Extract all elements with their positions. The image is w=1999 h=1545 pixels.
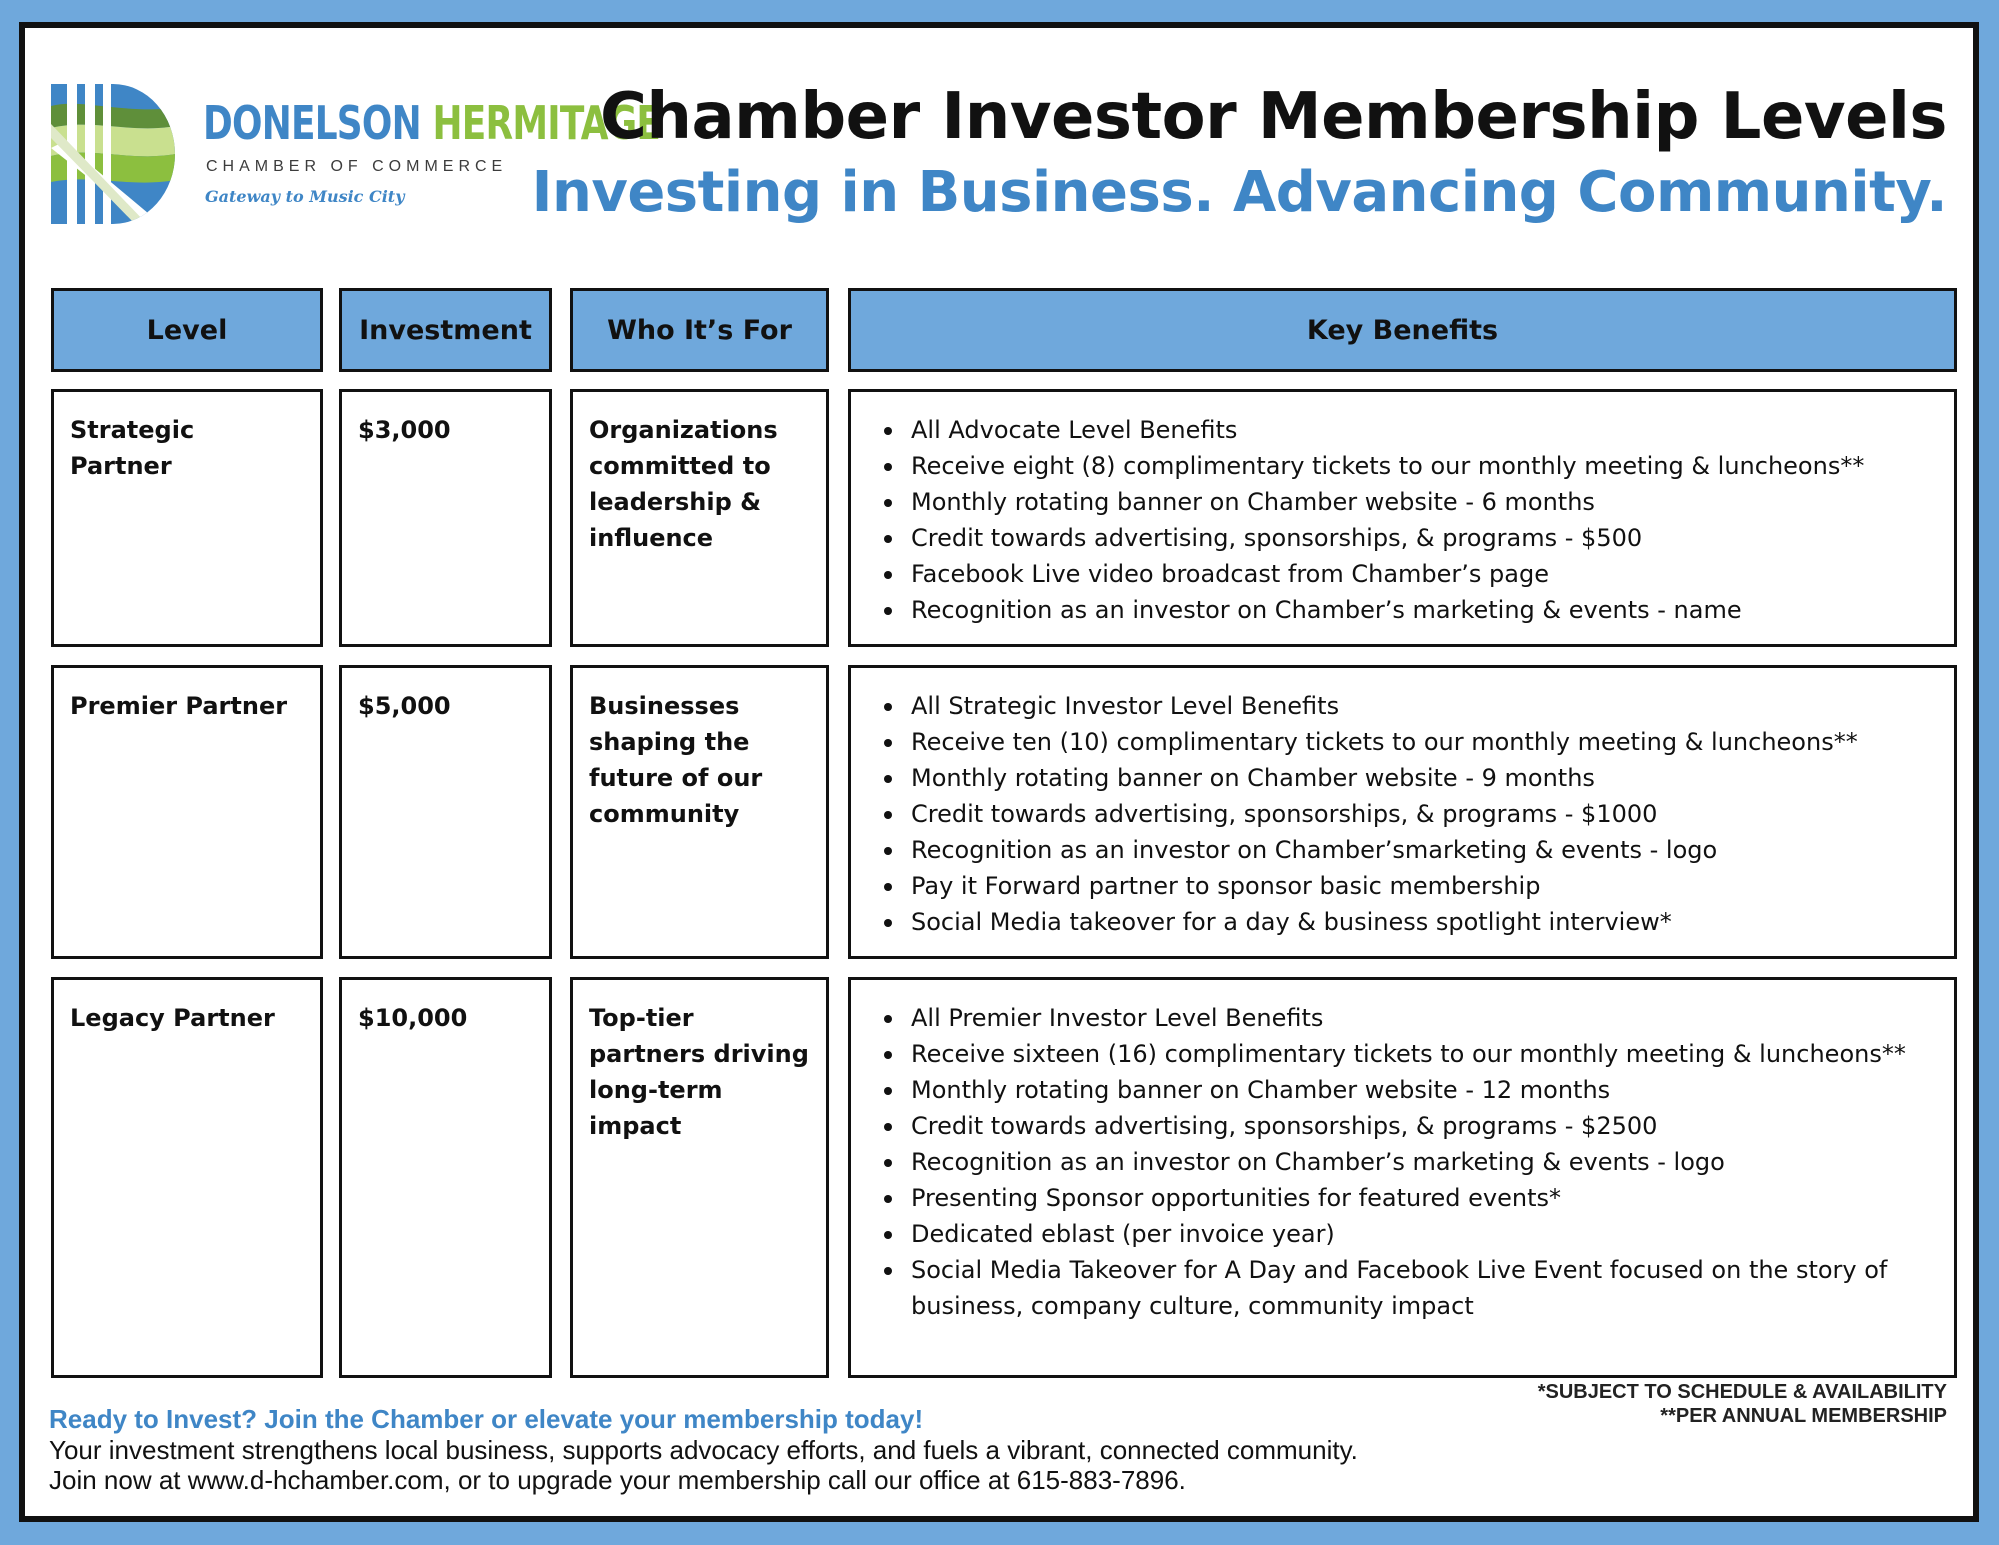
benefit-item: Credit towards advertising, sponsorships, & programs - $1000 (911, 796, 1938, 832)
level-name: Legacy Partner (70, 1004, 275, 1032)
benefit-item: Monthly rotating banner on Chamber website - 6 months (911, 484, 1938, 520)
benefits-cell (848, 977, 1957, 1378)
level-cell (51, 977, 323, 1378)
footer-contact-line: Join now at www.d-hchamber.com, or to upgrade your membership call our office at 615-883-7896. (49, 1465, 1186, 1495)
call-to-action: Ready to Invest? Join the Chamber or elevate your membership today! (49, 1404, 924, 1434)
footnotes (1538, 1380, 1947, 1428)
logo-wordmark (203, 96, 660, 150)
benefit-item: Monthly rotating banner on Chamber website - 9 months (911, 760, 1938, 796)
benefits-cell (848, 389, 1957, 647)
benefit-item: Social Media Takeover for A Day and Facebook Live Event focused on the story of business, company culture, community impact (911, 1252, 1938, 1324)
level-cell (51, 665, 323, 959)
benefit-item: All Advocate Level Benefits (911, 412, 1938, 448)
benefits-list (851, 668, 1954, 940)
who-cell (570, 389, 829, 647)
page-subtitle: Investing in Business. Advancing Community. (531, 160, 1947, 225)
logo-tagline: Gateway to Music City (205, 187, 405, 206)
benefits-cell (848, 665, 1957, 959)
footnote-annual: **PER ANNUAL MEMBERSHIP (1660, 1405, 1947, 1427)
chamber-logo-mark-icon (51, 84, 176, 224)
investment-amount: $10,000 (358, 1004, 468, 1032)
benefit-item: Receive eight (8) complimentary tickets to our monthly meeting & luncheons** (911, 448, 1938, 484)
benefit-item: Recognition as an investor on Chamber’s marketing & events - name (911, 592, 1938, 628)
who-text: Top-tier partners driving long-term impact (589, 1004, 809, 1140)
benefit-item: Pay it Forward partner to sponsor basic membership (911, 868, 1938, 904)
logo-subline: CHAMBER OF COMMERCE (206, 158, 508, 175)
investment-cell (339, 389, 552, 647)
benefit-item: Facebook Live video broadcast from Chamber’s page (911, 556, 1938, 592)
benefit-item: Social Media takeover for a day & business spotlight interview* (911, 904, 1938, 940)
benefit-item: Recognition as an investor on Chamber’s marketing & events - logo (911, 1144, 1938, 1180)
header-benefits: Key Benefits (848, 288, 1957, 372)
benefit-item: Presenting Sponsor opportunities for featured events* (911, 1180, 1938, 1216)
benefit-item: Credit towards advertising, sponsorships, & programs - $500 (911, 520, 1938, 556)
page-title: Chamber Investor Membership Levels (599, 80, 1947, 154)
who-cell (570, 977, 829, 1378)
flyer-sheet (19, 22, 1979, 1522)
footnote-schedule: *SUBJECT TO SCHEDULE & AVAILABILITY (1537, 1381, 1947, 1403)
benefits-list (851, 392, 1954, 628)
investment-amount: $3,000 (358, 416, 451, 444)
benefit-item: Receive sixteen (16) complimentary tickets to our monthly meeting & luncheons** (911, 1036, 1938, 1072)
benefit-item: Dedicated eblast (per invoice year) (911, 1216, 1938, 1252)
investment-cell (339, 665, 552, 959)
level-name: Premier Partner (70, 692, 288, 720)
benefit-item: Monthly rotating banner on Chamber website - 12 months (911, 1072, 1938, 1108)
who-text: Businesses shaping the future of our community (589, 692, 763, 828)
who-text: Organizations committed to leadership & influence (589, 416, 778, 552)
investment-amount: $5,000 (358, 692, 451, 720)
level-cell (51, 389, 323, 647)
investment-cell (339, 977, 552, 1378)
level-name: Strategic Partner (70, 416, 195, 480)
benefit-item: Receive ten (10) complimentary tickets to our monthly meeting & luncheons** (911, 724, 1938, 760)
benefit-item: All Premier Investor Level Benefits (911, 1000, 1938, 1036)
logo-word-hermitage: HERMITAGE (432, 96, 661, 150)
benefit-item: All Strategic Investor Level Benefits (911, 688, 1938, 724)
header-level: Level (51, 288, 323, 372)
benefit-item: Credit towards advertising, sponsorships, & programs - $2500 (911, 1108, 1938, 1144)
footer-line: Your investment strengthens local business, supports advocacy efforts, and fuels a vibrant, connected community. (49, 1435, 1358, 1465)
header-who: Who It’s For (570, 288, 829, 372)
who-cell (570, 665, 829, 959)
logo-word-donelson: DONELSON (203, 96, 421, 150)
benefits-list (851, 980, 1954, 1324)
header-investment: Investment (339, 288, 552, 372)
benefit-item: Recognition as an investor on Chamber’smarketing & events - logo (911, 832, 1938, 868)
